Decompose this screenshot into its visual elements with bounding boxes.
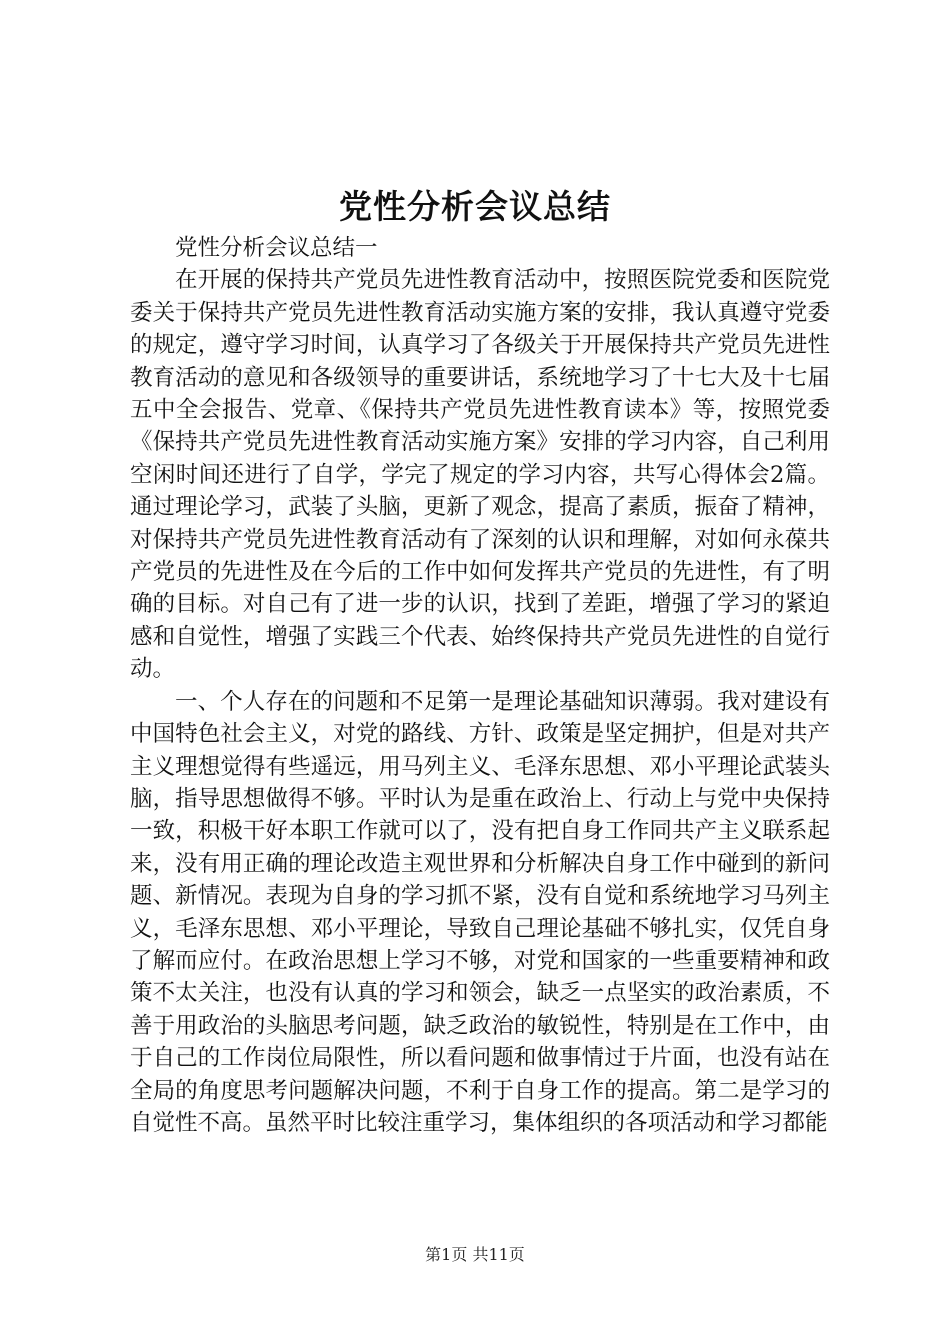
document-title: 党性分析会议总结 bbox=[339, 187, 611, 226]
document-body bbox=[130, 232, 830, 1139]
section-heading: 党性分析会议总结一 bbox=[175, 235, 378, 261]
body-paragraph: 在开展的保持共产党员先进性教育活动中，按照医院党委和医院党委关于保持共产党员先进性教育活动实施方案的安排，我认真遵守党委的规定，遵守学习时间，认真学习了各级关于开展保持共产党员先进性教育活动的意见和各级领导的重要讲话，系统地学习了十七大及十七届五中全会报告、党章、《保持共产党员先进性教育读本》等，按照党委《保持共产党员先进性教育活动实施方案》安排的学习内容，自己利用空闲时间还进行了自学，学完了规定的学习内容，共写心得体会2篇。通过理论学习，武装了头脑，更新了观念，提高了素质，振奋了精神，对保持共产党员先进性教育活动有了深刻的认识和理解，对如何永葆共产党员的先进性及在今后的工作中如何发挥共产党员的先进性，有了明确的目标。对自己有了进一步的认识，找到了差距，增强了学习的紧迫感和自觉性，增强了实践三个代表、始终保持共产党员先进性的自觉行动。 bbox=[130, 267, 830, 683]
page-number-footer: 第1页 共11页 bbox=[425, 1245, 525, 1264]
body-paragraph: 一、个人存在的问题和不足第一是理论基础知识薄弱。我对建设有中国特色社会主义，对党的路线、方针、政策是坚定拥护，但是对共产主义理想觉得有些遥远，用马列主义、毛泽东思想、邓小平理论武装头脑，指导思想做得不够。平时认为是重在政治上、行动上与党中央保持一致，积极干好本职工作就可以了，没有把自身工作同共产主义联系起来，没有用正确的理论改造主观世界和分析解决自身工作中碰到的新问题、新情况。表现为自身的学习抓不紧，没有自觉和系统地学习马列主义，毛泽东思想、邓小平理论，导致自己理论基础不够扎实，仅凭自身了解而应付。在政治思想上学习不够，对党和国家的一些重要精神和政策不太关注，也没有认真的学习和领会，缺乏一点坚实的政治素质，不善于用政治的头脑思考问题，缺乏政治的敏锐性，特别是在工作中，由于自己的工作岗位局限性，所以看问题和做事情过于片面，也没有站在全局的角度思考问题解决问题，不利于自身工作的提高。第二是学习的自觉性不高。虽然平时比较注重学习，集体组织的各项活动和学习都能 bbox=[130, 688, 830, 1136]
